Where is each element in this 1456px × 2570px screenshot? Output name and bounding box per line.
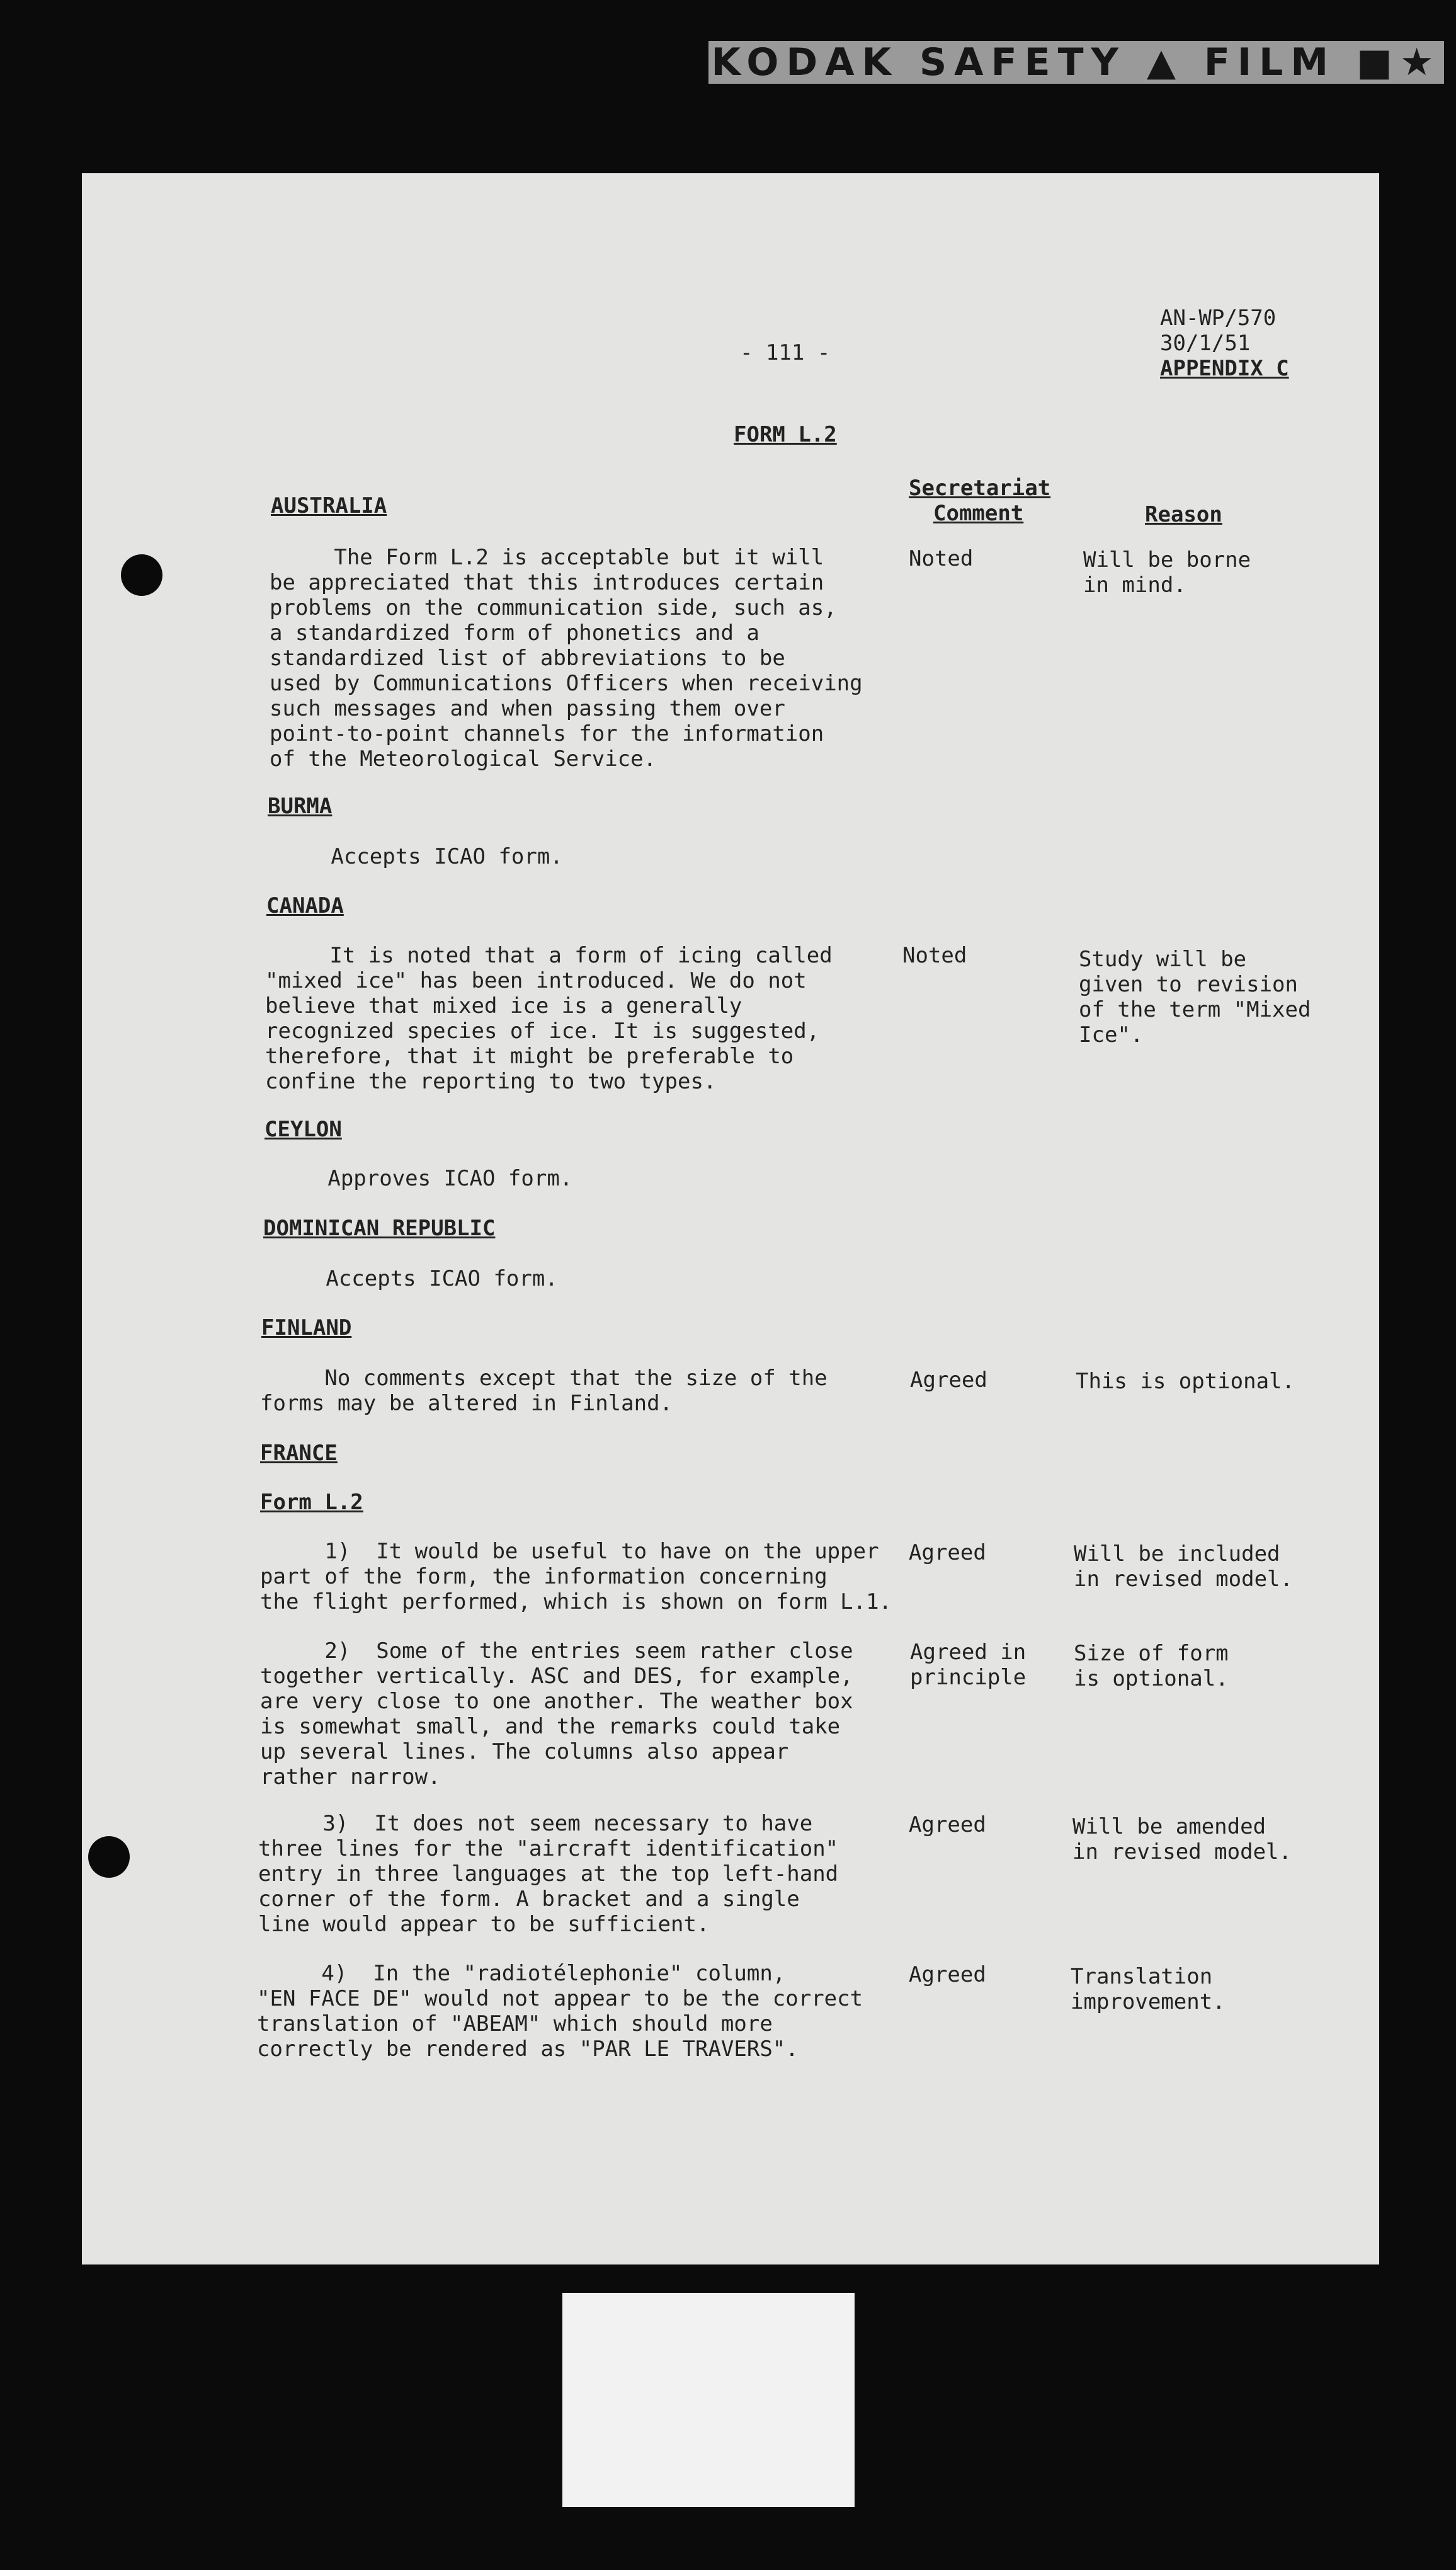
australia-secretariat-comment: Noted xyxy=(909,546,974,571)
page-number: - 111 - xyxy=(740,340,831,365)
doc-ref-number: AN-WP/570 xyxy=(1160,306,1277,331)
country-heading-burma: BURMA xyxy=(268,794,333,819)
france-reason-2: Size of form is optional. xyxy=(1074,1641,1229,1691)
australia-reason: Will be borne in mind. xyxy=(1083,547,1251,598)
country-heading-finland: FINLAND xyxy=(261,1315,352,1340)
appendix-label: APPENDIX C xyxy=(1160,356,1289,381)
country-heading-canada: CANADA xyxy=(266,893,344,918)
punch-hole-bottom xyxy=(88,1836,130,1878)
finland-reason: This is optional. xyxy=(1076,1369,1295,1394)
form-title: FORM L.2 xyxy=(734,422,837,447)
canada-comment-text: It is noted that a form of icing called "mixed ice" has been introduced. We do not believe that mixed ice is a generally recognized species of ice. It is suggested, therefore, that it might be preferable to confine the reporting to two types. xyxy=(265,943,833,1094)
france-comment-1: 1) It would be useful to have on the upper part of the form, the information concerning the flight performed, which is shown on form L.1. xyxy=(260,1539,892,1614)
canada-reason: Study will be given to revision of the term "Mixed Ice". xyxy=(1079,947,1311,1048)
dominican-republic-comment-text: Accepts ICAO form. xyxy=(261,1266,558,1291)
france-reason-1: Will be included in revised model. xyxy=(1074,1541,1293,1592)
australia-comment-text: The Form L.2 is acceptable but it will be appreciated that this introduces certain problems on the communication side, such as, a standardized form of phonetics and a standardized list of abbreviations to be used by Communications Officers when receiving such messages and when passing them over point-to-point channels for the information of the Meteorological Service. xyxy=(270,545,863,772)
finland-secretariat-comment: Agreed xyxy=(910,1368,987,1393)
france-reason-3: Will be amended in revised model. xyxy=(1072,1814,1292,1865)
canada-secretariat-comment: Noted xyxy=(902,943,967,968)
blank-film-frame xyxy=(562,2293,855,2507)
france-comment-4: 4) In the "radiotélephonie" column, "EN FACE DE" would not appear to be the correct translation of "ABEAM" which should more correctly be rendered as "PAR LE TRAVERS". xyxy=(257,1961,863,2062)
france-comment-3: 3) It does not seem necessary to have three lines for the "aircraft identification" entry in three languages at the top left-hand corner of the form. A bracket and a single line would appear to be sufficient. xyxy=(258,1811,839,1937)
comment-header: Comment xyxy=(933,501,1024,526)
france-secretariat-comment-3: Agreed xyxy=(909,1812,986,1837)
film-edge-banner: KODAK SAFETY ▲ FILM ■★ xyxy=(708,41,1444,84)
finland-comment-text: No comments except that the size of the forms may be altered in Finland. xyxy=(260,1366,828,1416)
france-secretariat-comment-2: Agreed in principle xyxy=(910,1640,1027,1690)
country-heading-france: FRANCE xyxy=(260,1441,338,1466)
country-heading-ceylon: CEYLON xyxy=(264,1117,342,1142)
burma-comment-text: Accepts ICAO form. xyxy=(266,844,563,869)
ceylon-comment-text: Approves ICAO form. xyxy=(263,1166,573,1191)
secretariat-header: Secretariat xyxy=(909,476,1051,501)
document-page xyxy=(82,173,1379,2264)
country-heading-dominican-republic: DOMINICAN REPUBLIC xyxy=(263,1216,496,1241)
reason-header: Reason xyxy=(1145,502,1222,527)
france-secretariat-comment-1: Agreed xyxy=(909,1540,986,1565)
france-secretariat-comment-4: Agreed xyxy=(909,1962,986,1987)
punch-hole-top xyxy=(121,554,162,596)
doc-date: 30/1/51 xyxy=(1160,331,1251,356)
france-subheading-form-l2: Form L.2 xyxy=(260,1490,363,1515)
france-comment-2: 2) Some of the entries seem rather close together vertically. ASC and DES, for example, are very close to one another. The weather box is somewhat small, and the remarks could take up several lines. The columns also appear rather narrow. xyxy=(260,1638,853,1790)
france-reason-4: Translation improvement. xyxy=(1071,1964,1226,2014)
country-heading-australia: AUSTRALIA xyxy=(271,493,387,518)
